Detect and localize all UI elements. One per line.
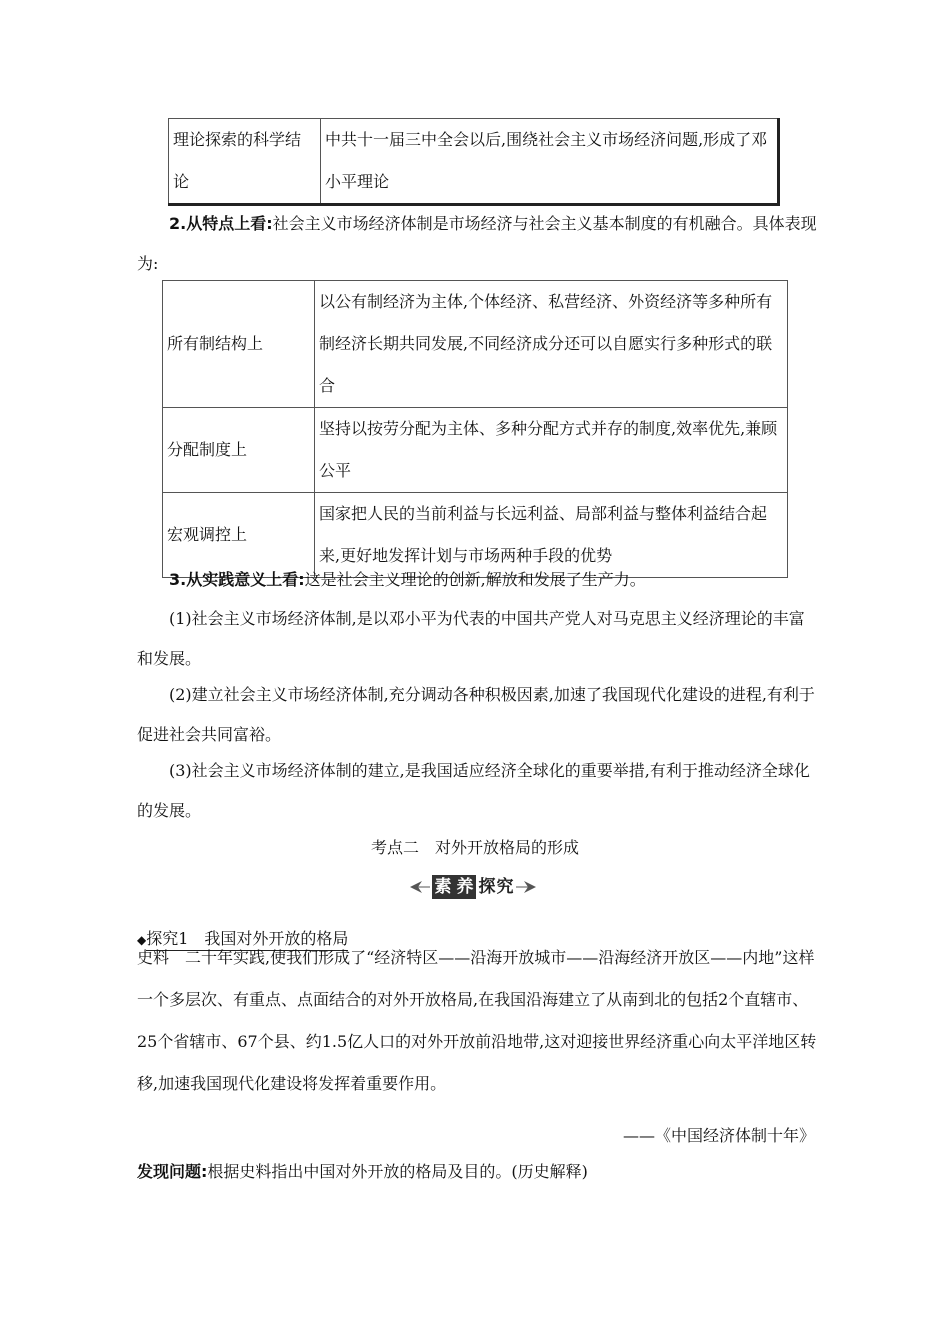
list-item: (3)社会主义市场经济体制的建立,是我国适应经济全球化的重要举措,有利于推动经济全球化的发展。	[137, 761, 810, 820]
table-row	[163, 281, 788, 408]
table-row	[163, 408, 788, 493]
section-2	[137, 204, 817, 284]
table-cell-content: 中共十一届三中全会以后,围绕社会主义市场经济问题,形成了邓小平理论	[321, 119, 779, 205]
kaodian-heading: 考点二 对外开放格局的形成	[370, 838, 579, 857]
table-cell-content: 坚持以按劳分配为主体、多种分配方式并存的制度,效率优先,兼顾公平	[315, 408, 788, 493]
badge-char: 养	[456, 877, 474, 897]
list-item: (1)社会主义市场经济体制,是以邓小平为代表的中国共产党人对马克思主义经济理论的丰富和发展。	[137, 609, 805, 668]
badge-char: 探	[478, 877, 496, 897]
section-3-intro	[137, 563, 817, 597]
explore-label: 探究1 我国对外开放的格局	[146, 929, 348, 951]
theory-table	[168, 118, 780, 206]
question-heading: 发现问题:	[137, 1162, 208, 1181]
list-item: (2)建立社会主义市场经济体制,充分调动各种积极因素,加速了我国现代化建设的进程,有利于促进社会共同富裕。	[137, 685, 815, 744]
source-text: 史料 二十年实践,使我们形成了“经济特区——沿海开放城市——沿海经济开放区——内地”这样一个多层次、有重点、点面结合的对外开放格局,在我国沿海建立了从南到北的包括2个直辖市、25个省辖市、67个县、约1.5亿人口的对外开放前沿地带,这对迎接世界经济重心向太平洋地区转移,加速我国现代化建设将发挥着重要作用。	[137, 948, 817, 1093]
table-row	[169, 119, 779, 205]
badge-char: 素	[434, 877, 452, 897]
suyang-tanjiu-badge	[408, 872, 538, 902]
question	[137, 1155, 817, 1189]
badge-char: 究	[496, 877, 514, 897]
section-3-text: 这是社会主义理论的创新,解放和发展了生产力。	[304, 570, 646, 589]
section-2-heading: 2.从特点上看:	[169, 214, 273, 233]
features-table	[162, 280, 788, 578]
section-3-heading: 3.从实践意义上看:	[169, 570, 305, 589]
source-citation: ——《中国经济体制十年》	[622, 1126, 815, 1145]
table-cell-label: 理论探索的科学结论	[169, 119, 321, 205]
table-cell-content: 以公有制经济为主体,个体经济、私营经济、外资经济等多种所有制经济长期共同发展,不同经济成分还可以自愿实行多种形式的联合	[315, 281, 788, 408]
question-text: 根据史料指出中国对外开放的格局及目的。(历史解释)	[207, 1162, 588, 1181]
table-cell-label: 分配制度上	[163, 408, 315, 493]
table-cell-label: 所有制结构上	[163, 281, 315, 408]
section-2-text: 社会主义市场经济体制是市场经济与社会主义基本制度的有机融合。具体表现为:	[137, 214, 817, 273]
table-cell-label: 宏观调控上	[163, 493, 315, 578]
table-cell-content: 国家把人民的当前利益与长远利益、局部利益与整体利益结合起来,更好地发挥计划与市场两种手段的优势	[315, 493, 788, 578]
diamond-icon: ◆	[137, 933, 147, 947]
